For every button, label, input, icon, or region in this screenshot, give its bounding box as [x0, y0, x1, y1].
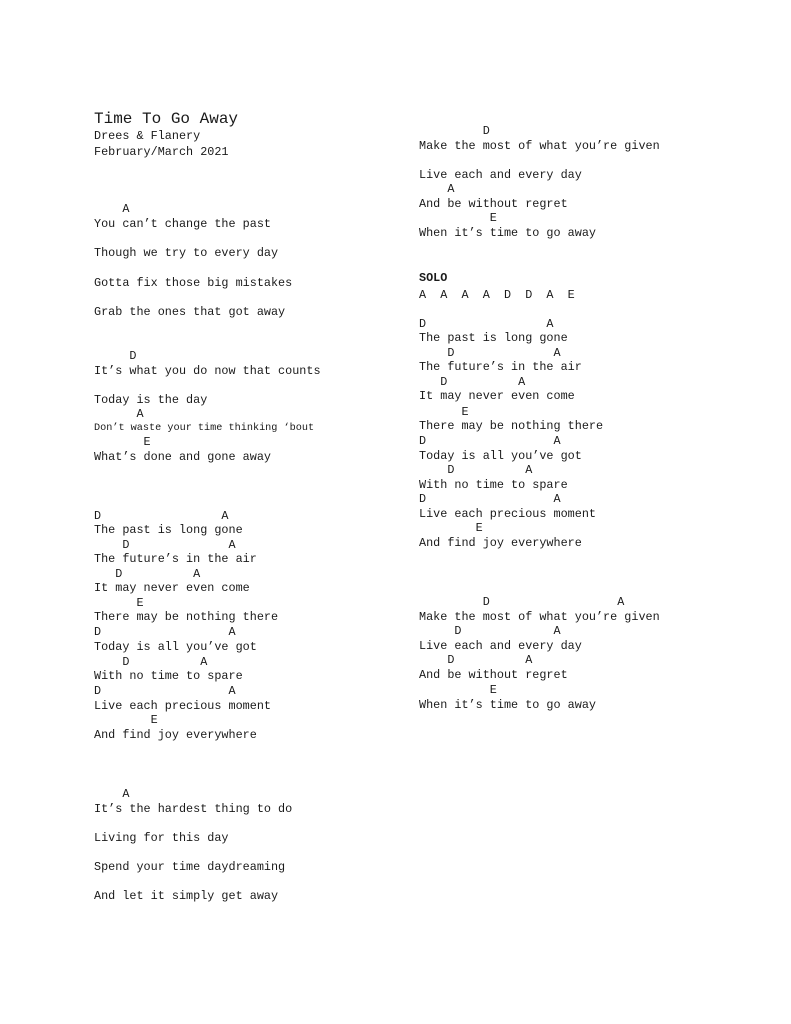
chord-line: D A: [94, 538, 236, 552]
lyric-line: Spend your time daydreaming: [94, 860, 286, 874]
lyric-line: The past is long gone: [94, 523, 243, 537]
song-date: February/March 2021: [94, 145, 229, 159]
chord-line: A: [94, 787, 130, 801]
chord-line: D A: [419, 375, 526, 389]
chord-line: D A: [419, 434, 561, 448]
chord-line: D A: [94, 625, 236, 639]
lyric-line: With no time to spare: [419, 478, 568, 492]
lyric-line: It’s the hardest thing to do: [94, 802, 293, 816]
lyric-line: And be without regret: [419, 668, 568, 682]
lyric-line: Live each and every day: [419, 168, 582, 182]
lyric-line: Live each precious moment: [94, 699, 271, 713]
chord-line: E: [419, 521, 483, 535]
lyric-line: And find joy everywhere: [94, 728, 257, 742]
chord-line: D A: [419, 463, 533, 477]
solo-chords: A A A A D D A E: [419, 288, 575, 302]
lyric-line: Make the most of what you’re given: [419, 139, 660, 153]
lyric-line: Living for this day: [94, 831, 229, 845]
lyric-line: Don’t waste your time thinking ‘bout: [94, 423, 315, 434]
lyric-line: When it’s time to go away: [419, 226, 596, 240]
lyric-line: There may be nothing there: [419, 419, 604, 433]
chord-line: E: [419, 683, 497, 697]
chord-line: E: [94, 596, 144, 610]
lyric-line: Today is all you’ve got: [94, 640, 257, 654]
chord-line: D: [94, 349, 137, 363]
section-heading-solo: SOLO: [419, 271, 448, 285]
lyric-line: And let it simply get away: [94, 889, 279, 903]
song-authors: Drees & Flanery: [94, 129, 201, 143]
chord-line: D A: [94, 684, 236, 698]
lyric-line: You can’t change the past: [94, 217, 271, 231]
chord-line: A: [94, 407, 144, 421]
chord-line: E: [94, 435, 151, 449]
lyric-line: Gotta fix those big mistakes: [94, 276, 293, 290]
chord-line: E: [94, 713, 158, 727]
chord-line: D: [419, 124, 490, 138]
chord-line: A: [94, 202, 130, 216]
chord-line: E: [419, 211, 497, 225]
chord-line: D A: [419, 317, 554, 331]
chord-line: D A: [94, 509, 229, 523]
lyric-line: When it’s time to go away: [419, 698, 596, 712]
lyric-line: The past is long gone: [419, 331, 568, 345]
song-title: Time To Go Away: [94, 110, 239, 128]
lyric-line: Live each and every day: [419, 639, 582, 653]
lyric-line: Live each precious moment: [419, 507, 596, 521]
chord-line: E: [419, 405, 469, 419]
lyric-line: And find joy everywhere: [419, 536, 582, 550]
lyric-line: Today is the day: [94, 393, 208, 407]
lyric-line: With no time to spare: [94, 669, 243, 683]
chord-line: D A: [94, 655, 208, 669]
lyric-line: It’s what you do now that counts: [94, 364, 321, 378]
lyric-line: It may never even come: [94, 581, 250, 595]
lyric-line: It may never even come: [419, 389, 575, 403]
lyric-line: Make the most of what you’re given: [419, 610, 660, 624]
lyric-line: The future’s in the air: [94, 552, 257, 566]
lyric-line: Grab the ones that got away: [94, 305, 286, 319]
chord-line: D A: [419, 595, 625, 609]
lyric-line: And be without regret: [419, 197, 568, 211]
chord-line: A: [419, 182, 455, 196]
chord-line: D A: [419, 653, 533, 667]
lyric-line: There may be nothing there: [94, 610, 279, 624]
chord-line: D A: [419, 492, 561, 506]
chord-line: D A: [419, 624, 561, 638]
lyric-line: Though we try to every day: [94, 246, 279, 260]
lyric-line: Today is all you’ve got: [419, 449, 582, 463]
chord-line: D A: [94, 567, 201, 581]
lyric-line: What’s done and gone away: [94, 450, 271, 464]
lyric-line: The future’s in the air: [419, 360, 582, 374]
chord-line: D A: [419, 346, 561, 360]
